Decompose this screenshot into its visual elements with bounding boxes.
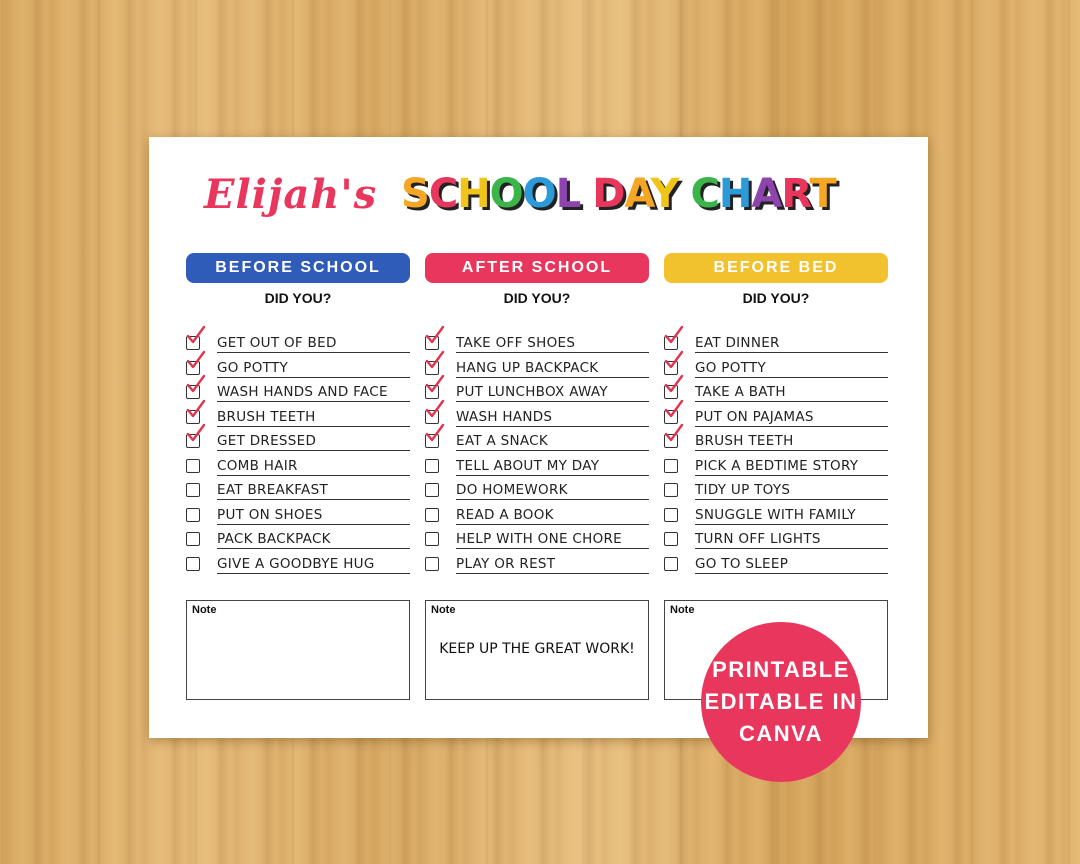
checklist-item-label: GIVE A GOODBYE HUG	[217, 555, 410, 574]
checklist-item[interactable]	[186, 380, 410, 405]
checkmark-icon	[424, 374, 446, 396]
title-letter: H	[718, 171, 752, 217]
checklist-item[interactable]	[664, 429, 888, 454]
checkbox[interactable]	[425, 459, 439, 473]
checklist-item-label: COMB HAIR	[217, 457, 410, 476]
checklist-item[interactable]	[425, 527, 649, 552]
checklist-item-label: BRUSH TEETH	[217, 408, 410, 427]
checklist-item-label: EAT A SNACK	[456, 432, 649, 451]
column-header: BEFORE BED	[664, 253, 888, 283]
title-letter: O	[489, 171, 523, 217]
checkbox[interactable]	[425, 483, 439, 497]
checkbox[interactable]	[186, 557, 200, 571]
title-letter: C	[690, 171, 719, 217]
title-letter: T	[809, 171, 836, 217]
checklist-item-label: TIDY UP TOYS	[695, 481, 888, 500]
checklist-item[interactable]	[186, 429, 410, 454]
checkmark-icon	[424, 350, 446, 372]
checklist-item-label: PICK A BEDTIME STORY	[695, 457, 888, 476]
checkmark-icon	[424, 423, 446, 445]
title-letter: A	[751, 171, 782, 217]
checklist-item[interactable]	[186, 503, 410, 528]
column-after-school	[425, 253, 649, 576]
checklist-item-label: TAKE A BATH	[695, 383, 888, 402]
checkbox[interactable]	[664, 483, 678, 497]
title-letter: H	[457, 171, 490, 217]
checklist-item-label: EAT BREAKFAST	[217, 481, 410, 500]
checkmark-icon	[663, 399, 685, 421]
checklist-item[interactable]	[425, 405, 649, 430]
checklist-item-label: EAT DINNER	[695, 334, 888, 353]
checklist-item-label: PUT ON SHOES	[217, 506, 410, 525]
checklist-item-label: SNUGGLE WITH FAMILY	[695, 506, 888, 525]
checklist-item-label: TAKE OFF SHOES	[456, 334, 649, 353]
checklist-item[interactable]	[664, 356, 888, 381]
checklist-item-label: DO HOMEWORK	[456, 481, 649, 500]
checklist-item[interactable]	[664, 380, 888, 405]
child-name: Elijah's	[204, 171, 378, 218]
checklist-item-label: READ A BOOK	[456, 506, 649, 525]
column-before-school	[186, 253, 410, 576]
checklist-item[interactable]	[664, 478, 888, 503]
title-letter: O	[522, 171, 556, 217]
checklist-item-label: PACK BACKPACK	[217, 530, 410, 549]
checklist-item-label: HELP WITH ONE CHORE	[456, 530, 649, 549]
checklist-item-label: HANG UP BACKPACK	[456, 359, 649, 378]
checkmark-icon	[185, 423, 207, 445]
note-label: Note	[192, 604, 217, 616]
checkmark-icon	[185, 350, 207, 372]
checkmark-icon	[663, 325, 685, 347]
title-letter: L	[555, 171, 581, 217]
printable-badge	[701, 622, 861, 782]
checklist-item[interactable]	[425, 429, 649, 454]
note-text: KEEP UP THE GREAT WORK!	[439, 641, 635, 657]
checkmark-icon	[185, 399, 207, 421]
checklist-item[interactable]	[186, 527, 410, 552]
checklist-item[interactable]	[664, 454, 888, 479]
checkbox[interactable]	[664, 459, 678, 473]
checkbox[interactable]	[425, 557, 439, 571]
checklist-item[interactable]	[186, 552, 410, 577]
badge-line-2: EDITABLE IN	[704, 689, 858, 714]
checkbox[interactable]	[664, 557, 678, 571]
checkbox[interactable]	[425, 532, 439, 546]
checkbox[interactable]	[186, 508, 200, 522]
checklist	[664, 331, 888, 576]
checkmark-icon	[663, 423, 685, 445]
checklist-item[interactable]	[664, 503, 888, 528]
checklist-item-label: BRUSH TEETH	[695, 432, 888, 451]
checklist-item-label: PLAY OR REST	[456, 555, 649, 574]
checklist-item-label: TELL ABOUT MY DAY	[456, 457, 649, 476]
checklist-item[interactable]	[425, 552, 649, 577]
title-letter: S	[401, 171, 429, 217]
checklist-item-label: PUT ON PAJAMAS	[695, 408, 888, 427]
checklist-item[interactable]	[425, 356, 649, 381]
title-letter: Y	[650, 171, 679, 217]
checkbox[interactable]	[186, 459, 200, 473]
column-header: BEFORE SCHOOL	[186, 253, 410, 283]
checklist-item[interactable]	[425, 478, 649, 503]
note-box-after-school[interactable]	[425, 600, 649, 700]
checklist-item[interactable]	[664, 331, 888, 356]
column-header: AFTER SCHOOL	[425, 253, 649, 283]
badge-line-3: CANVA	[738, 721, 824, 746]
checkbox[interactable]	[664, 508, 678, 522]
checklist	[186, 331, 410, 576]
checklist-item-label: PUT LUNCHBOX AWAY	[456, 383, 649, 402]
checklist-item[interactable]	[186, 454, 410, 479]
checklist-item-label: TURN OFF LIGHTS	[695, 530, 888, 549]
chart-title	[401, 171, 836, 217]
checkmark-icon	[424, 399, 446, 421]
checklist-item[interactable]	[186, 478, 410, 503]
checklist-item-label: GO TO SLEEP	[695, 555, 888, 574]
checklist-item[interactable]	[425, 503, 649, 528]
checklist-item[interactable]	[425, 380, 649, 405]
title-letter: D	[592, 171, 625, 217]
checklist-item-label: WASH HANDS	[456, 408, 649, 427]
checklist-item-label: GO POTTY	[695, 359, 888, 378]
checklist-item-label: GO POTTY	[217, 359, 410, 378]
checklist-item-label: WASH HANDS AND FACE	[217, 383, 410, 402]
column-before-bed	[664, 253, 888, 576]
checklist-item-label: GET OUT OF BED	[217, 334, 410, 353]
checkmark-icon	[185, 374, 207, 396]
checkmark-icon	[185, 325, 207, 347]
checkbox[interactable]	[425, 508, 439, 522]
checklist-item-label: GET DRESSED	[217, 432, 410, 451]
checklist-item[interactable]	[664, 405, 888, 430]
checklist-item[interactable]	[664, 527, 888, 552]
checkbox[interactable]	[664, 532, 678, 546]
checkmark-icon	[663, 350, 685, 372]
checklist-item[interactable]	[186, 405, 410, 430]
checklist-item[interactable]	[186, 331, 410, 356]
badge-line-1: PRINTABLE	[712, 657, 850, 682]
column-subtitle: DID YOU?	[264, 290, 332, 306]
column-subtitle: DID YOU?	[503, 290, 571, 306]
note-box-before-school[interactable]	[186, 600, 410, 700]
checklist-item[interactable]	[425, 331, 649, 356]
checklist-item[interactable]	[664, 552, 888, 577]
checkbox[interactable]	[186, 532, 200, 546]
column-subtitle: DID YOU?	[742, 290, 810, 306]
title-letter: R	[781, 171, 810, 217]
title-letter: C	[428, 171, 458, 217]
checklist-item[interactable]	[425, 454, 649, 479]
checkmark-icon	[424, 325, 446, 347]
note-label: Note	[431, 604, 456, 616]
checklist	[425, 331, 649, 576]
checkmark-icon	[663, 374, 685, 396]
checklist-item[interactable]	[186, 356, 410, 381]
checkbox[interactable]	[186, 483, 200, 497]
note-label: Note	[670, 604, 695, 616]
title-letter: A	[624, 171, 651, 217]
